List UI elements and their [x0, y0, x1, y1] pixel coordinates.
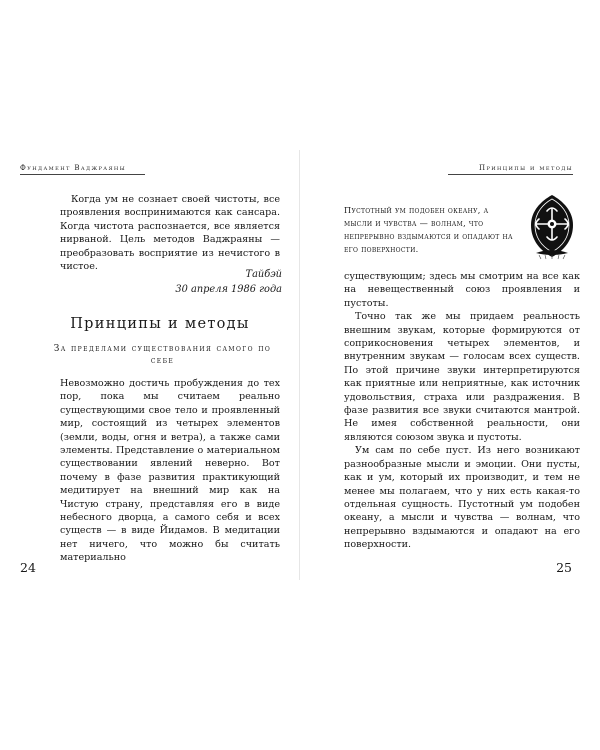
- left-body-paragraph: Невозможно достичь пробуждения до тех пор, пока мы считаем реально существующими свое тело и проявленный мир, состоящий из четырех элементов (земли, воды, огня и ветра), а также сами элементы. Представление о материальном существовании явлений неверно. Вот почему в фазе развития практикующий медитирует на внешний мир как на Чистую страну, представляя его в виде небесного дворца, а самого себя и всех существ — в виде Йидамов. В медитации нет ничего, что можно бы считать материально: [60, 378, 280, 564]
- right-body-text: [344, 270, 580, 552]
- signature-date: 30 апреля 1986 года: [175, 284, 282, 295]
- right-page: [300, 0, 600, 750]
- left-page-number: 24: [20, 560, 36, 575]
- chapter-heading: Принципы и методы: [70, 316, 250, 332]
- left-running-rule: [20, 174, 145, 175]
- quote-text: Когда ум не сознает своей чистоты, все проявления воспринимаются как сансара. Когда чистота распознается, все является нирваной. Цель методов Ваджраяны — преобразовать восприятие из нечистого в чистое.: [60, 194, 280, 273]
- right-page-number: 25: [556, 560, 572, 575]
- right-running-head: Принципы и методы: [479, 164, 573, 172]
- signature-name: Тайбэй: [245, 269, 282, 280]
- double-vajra-emblem-icon: [527, 193, 577, 261]
- left-body-text: [60, 377, 280, 565]
- left-running-head: Фундамент Ваджраяны: [20, 164, 127, 172]
- right-running-rule: [448, 174, 573, 175]
- epigraph: Пустотный ум подобен океану, а мысли и чувства — волнам, что непрерывно вздымаются и опадают на его поверхности.: [344, 205, 513, 254]
- right-paragraph-1: существующим; здесь мы смотрим на все как на невещественный союз проявления и пустоты.: [344, 271, 580, 309]
- right-paragraph-3: Ум сам по себе пуст. Из него возникают разнообразные мысли и эмоции. Они пусты, как и ум, который их производит, и тем не менее мы полагаем, что у них есть какая-то отдельная сущность. Пустотный ум подобен океану, а мысли и чувства — волнам, что непрерывно вздымаются и опадают на его поверхности.: [344, 445, 580, 551]
- opening-quote: [60, 193, 280, 273]
- right-paragraph-2: Точно так же мы придаем реальность внешним звукам, которые формируются от соприкосновения четырех элементов, и внутренним звукам — голосам всех существ. По этой причине звуки интерпретируются как приятные или неприятные, как источник удовольствия, страха или раздражения. В фазе развития все звуки считаются мантрой. Не имея собственной реальности, они являются союзом звука и пустоты.: [344, 311, 580, 443]
- section-subheading: За пределами существования самого по себе: [53, 344, 272, 366]
